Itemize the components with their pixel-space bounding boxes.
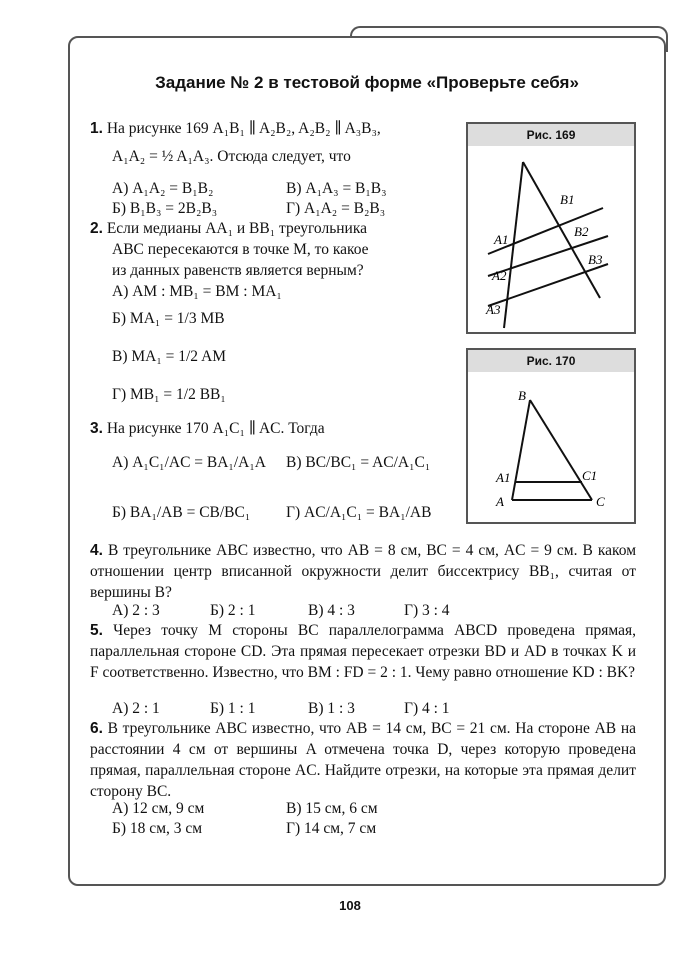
question-4-block [90,540,636,603]
question-5-option-b: Б) 1 : 1 [210,700,256,717]
question-3-line-1 [90,418,325,439]
question-5-block [90,620,636,683]
question-2-line-1 [90,218,367,239]
figure-170-label-c: C [596,494,605,509]
question-5-text: Через точку M стороны BC параллелограмма ABCD проведена прямая, параллельная стороне CD. Эта прямая пересекает отрезки BD и AD в точках K и F соответственно. Известно, что BM : FD = 2 : 1. Чему равно отношение KD : BK? [90,622,637,681]
figure-169-label-a1: A1 [494,232,509,247]
question-1-option-g: Г) A₁A₂ = B₂B₃ [286,200,386,217]
question-3-number: 3. [90,420,103,437]
question-4-option-a: А) 2 : 3 [112,602,160,619]
figure-169-label-b1: B1 [560,192,575,207]
figure-169-caption: Рис. 169 [468,124,634,146]
figure-170-label-a: A [496,494,504,509]
question-1-number: 1. [90,120,103,137]
question-6-option-b: Б) 18 см, 3 см [112,820,203,837]
question-3-option-g: Г) AC/A₁C₁ = BA₁/AB [286,504,432,521]
question-3-option-v: В) BC/BC₁ = AC/A₁C₁ [286,454,431,471]
figure-169-label-b3: B3 [588,252,603,267]
question-5-option-a: А) 2 : 1 [112,700,160,717]
question-2-text-2: ABC пересекаются в точке M, то какое [112,241,369,258]
question-5-number: 5. [90,622,103,639]
question-6-option-v: В) 15 см, 6 см [286,800,378,817]
question-4-text: В треугольнике ABC известно, что AB = 8 см, BC = 4 см, AC = 9 см. В каком отношении центр вписанной окружности делит биссектрису BB₁, считая от вершины B? [90,542,637,601]
question-3-option-b: Б) BA₁/AB = CB/BC₁ [112,504,251,521]
figure-169 [466,122,636,334]
question-2-option-a: А) AM : MB₁ = BM : MA₁ [112,283,282,300]
page-title: Задание № 2 в тестовой форме «Проверьте себя» [155,73,579,92]
figure-169-label-b2: B2 [574,224,589,239]
question-4-option-v: В) 4 : 3 [308,602,355,619]
question-6-text: В треугольнике ABC известно, что AB = 14 см, BC = 21 см. На стороне AB на расстоянии 4 см от вершины A отмечена точка D, через которую проведена прямая, параллельная стороне AC. Найдите отрезки, на которые эта прямая делит сторону BC. [90,720,637,800]
question-6-number: 6. [90,720,103,737]
figure-170 [466,348,636,524]
question-1-line-1 [90,118,381,139]
question-5-option-v: В) 1 : 3 [308,700,355,717]
question-1-option-a: А) A₁A₂ = B₁B₂ [112,180,214,197]
question-2-option-v: В) MA₁ = 1/2 AM [112,348,227,365]
question-3-text-1: На рисунке 170 A₁C₁ ∥ AC. Тогда [106,420,325,437]
question-6-block [90,718,636,802]
question-4-option-b: Б) 2 : 1 [210,602,256,619]
question-5-option-g: Г) 4 : 1 [404,700,450,717]
question-4-number: 4. [90,542,103,559]
figure-170-label-a1: A1 [496,470,511,485]
figure-170-drawing [468,372,634,522]
question-3-option-a: А) A₁C₁/AC = BA₁/A₁A [112,454,266,471]
figure-169-label-a3: A3 [486,302,501,317]
figure-170-label-b: B [518,388,526,403]
question-2-option-g: Г) MB₁ = 1/2 BB₁ [112,386,226,403]
question-1-text-1: На рисунке 169 A₁B₁ ∥ A₂B₂, A₂B₂ ∥ A₃B₃, [106,120,381,137]
figure-169-drawing [468,146,634,332]
question-1-text-2: A₁A₂ = ½ A₁A₃. Отсюда следует, что [112,148,351,165]
figure-170-caption: Рис. 170 [468,350,634,372]
figure-169-label-a2: A2 [492,268,507,283]
question-2-option-b: Б) MA₁ = 1/3 MB [112,310,225,327]
question-2-text-3: из данных равенств является верным? [112,262,364,279]
question-4-option-g: Г) 3 : 4 [404,602,450,619]
question-1-option-v: В) A₁A₃ = B₁B₃ [286,180,387,197]
figure-170-label-c1: C1 [582,468,598,483]
question-2-text-1: Если медианы AA₁ и BB₁ треугольника [106,220,368,237]
question-6-option-g: Г) 14 см, 7 см [286,820,377,837]
page-number: 108 [339,898,361,913]
question-6-option-a: А) 12 см, 9 см [112,800,205,817]
question-1-option-b: Б) B₁B₃ = 2B₂B₃ [112,200,218,217]
question-2-number: 2. [90,220,103,237]
